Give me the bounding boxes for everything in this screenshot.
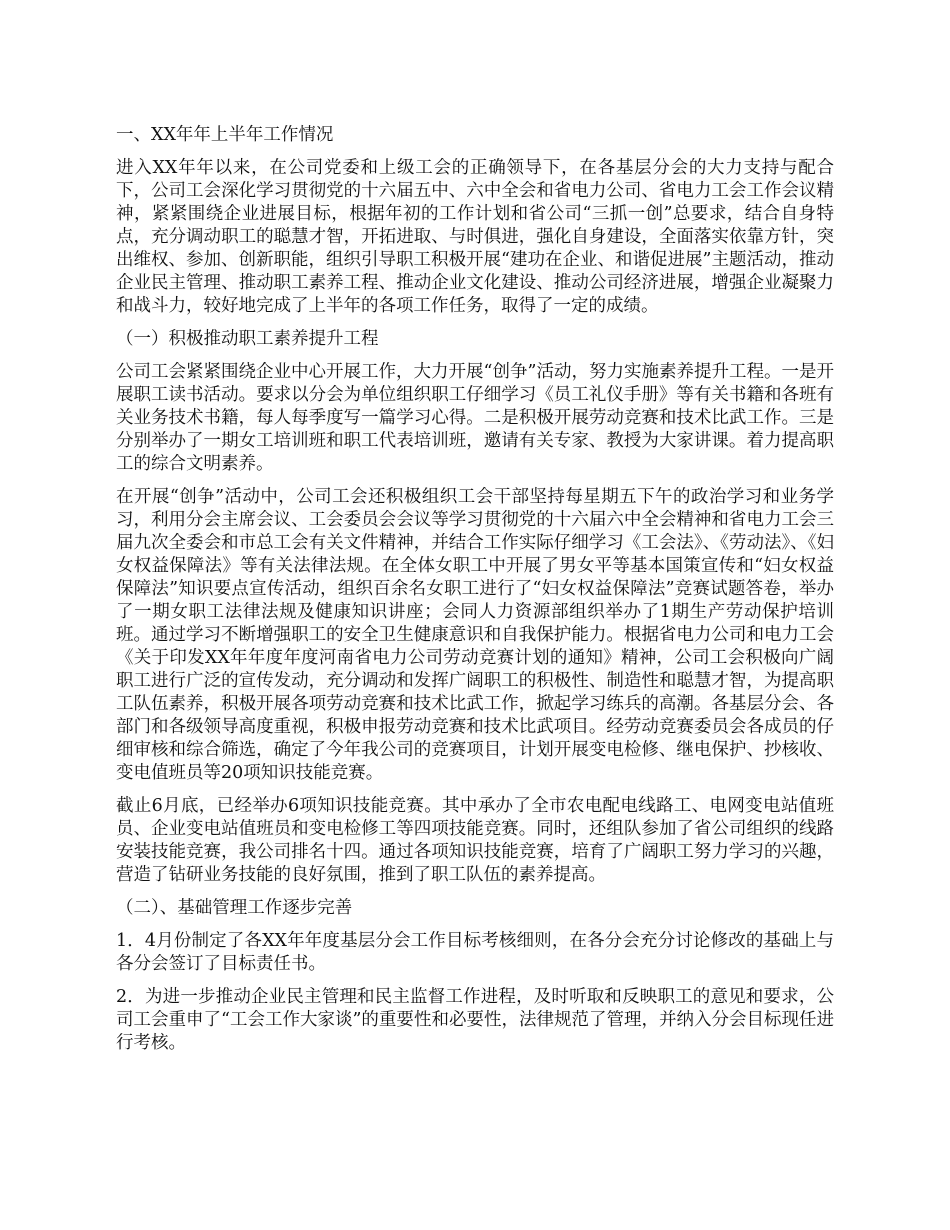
- quality-paragraph-1: 公司工会紧紧围绕企业中心开展工作，大力开展“创争”活动，努力实施素养提升工程。一是开展职工读书活动。要求以分会为单位组织职工仔细学习《员工礼仪手册》等有关书籍和各班有关业务技术书籍，每人每季度写一篇学习心得。二是积极开展劳动竞赛和技术比武工作。三是分别举办了一期女工培训班和职工代表培训班，邀请有关专家、教授为大家讲课。着力提高职工的综合文明素养。: [116, 362, 834, 474]
- subsection-heading-management: （二）、基础管理工作逐步完善: [116, 898, 353, 918]
- quality-paragraph-2: 在开展“创争”活动中，公司工会还积极组织工会干部坚持每星期五下午的政治学习和业务学习，利用分会主席会议、工会委员会会议等学习贯彻党的十六届六中全会精神和省电力工会三届九次全委会和市总工会有关文件精神，并结合工作实际仔细学习《工会法》、《劳动法》、《妇女权益保障法》等有关法律法规。在全体女职工中开展了男女平等基本国策宣传和“妇女权益保障法”知识要点宣传活动，组织百余名女职工进行了“妇女权益保障法”竞赛试题答卷，举办了一期女职工法律法规及健康知识讲座；会同人力资源部组织举办了1期生产劳动保护培训班。通过学习不断增强职工的安全卫生健康意识和自我保护能力。根据省电力公司和电力工会《关于印发XX年年度年度河南省电力公司劳动竞赛计划的通知》精神，公司工会积极向广阔职工进行广泛的宣传发动，充分调动和发挥广阔职工的积极性、制造性和聪慧才智，为提高职工队伍素养，积极开展各项劳动竞赛和技术比武工作，掀起学习练兵的高潮。各基层分会、各部门和各级领导高度重视，积极申报劳动竞赛和技术比武项目。经劳动竞赛委员会各成员的仔细审核和综合筛选，确定了今年我公司的竞赛项目，计划开展变电检修、继电保护、抄核收、变电值班员等20项知识技能竞赛。: [116, 487, 834, 783]
- quality-paragraph-3: 截止6月底，已经举办6项知识技能竞赛。其中承办了全市农电配电线路工、电网变电站值班员、企业变电站值班员和变电检修工等四项技能竞赛。同时，还组队参加了省公司组织的线路安装技能竞赛，我公司排名十四。通过各项知识技能竞赛，培育了广阔职工努力学习的兴趣，营造了钻研业务技能的良好氛围，推到了职工队伍的素养提高。: [116, 796, 834, 885]
- intro-paragraph: 进入XX年年以来，在公司党委和上级工会的正确领导下，在各基层分会的大力支持与配合下，公司工会深化学习贯彻党的十六届五中、六中全会和省电力公司、省电力工会工作会议精神，紧紧围绕企业进展目标，根据年初的工作计划和省公司“三抓一创”总要求，结合自身特点，充分调动职工的聪慧才智，开拓进取、与时俱进，强化自身建设，全面落实依靠方针，突出维权、参加、创新职能，组织引导职工积极开展“建功在企业、和谐促进展”主题活动，推动企业民主管理、推动职工素养工程、推动企业文化建设、推动公司经济进展，增强企业凝聚力和战斗力，较好地完成了上半年的各项工作任务，取得了一定的成绩。: [116, 158, 834, 316]
- section-heading-first-half-work: 一、XX年年上半年工作情况: [116, 125, 334, 145]
- management-item-2: 2．为进一步推动企业民主管理和民主监督工作进程，及时听取和反映职工的意见和要求，公司工会重申了“工会工作大家谈”的重要性和必要性，法律规范了管理，并纳入分会目标现任进行考核。: [116, 987, 834, 1053]
- management-item-1: 1．4月份制定了各XX年年度基层分会工作目标考核细则，在各分会充分讨论修改的基础上与各分会签订了目标责任书。: [116, 931, 834, 974]
- subsection-heading-quality-project: （一）积极推动职工素养提升工程: [116, 329, 379, 349]
